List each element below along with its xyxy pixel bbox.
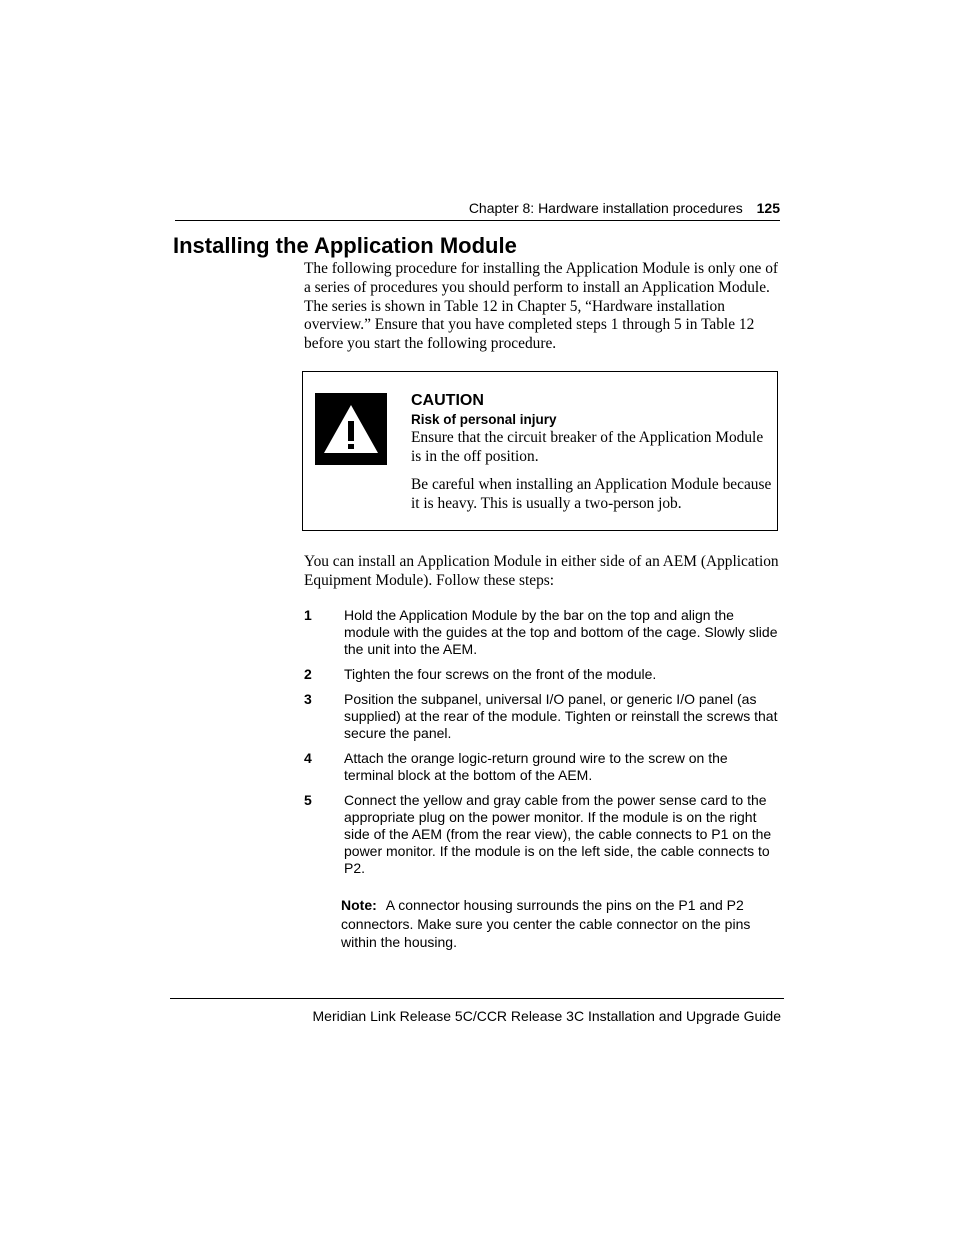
step-item (304, 607, 780, 658)
header-rule (175, 220, 780, 221)
caution-paragraph: Ensure that the circuit breaker of the Application Module is in the off position. (411, 429, 764, 465)
steps-lead-paragraph: You can install an Application Module in either side of an AEM (Application Equipment Module). Follow these steps: (304, 553, 779, 589)
step-number: 2 (304, 666, 312, 682)
caution-text (411, 391, 773, 513)
footer-rule (170, 998, 784, 999)
section-title: Installing the Application Module (173, 233, 517, 258)
warning-exclamation-icon (315, 393, 387, 465)
caution-subtitle: Risk of personal injury (411, 412, 557, 427)
step-text: Tighten the four screws on the front of the module. (344, 666, 657, 682)
note-label: Note: (341, 897, 377, 913)
note (341, 896, 766, 952)
page-number: 125 (756, 200, 780, 216)
step-text: Connect the yellow and gray cable from the power sense card to the appropriate plug on the power monitor. If the module is on the right side of the AEM (from the rear view), the cable connects to P1 on the power monitor. If the module is on the left side, the cable connects to P2. (344, 792, 772, 876)
step-number: 4 (304, 750, 312, 766)
note-text: A connector housing surrounds the pins on the P1 and P2 connectors. Make sure you center the cable connector on the pins within the housing. (341, 897, 751, 950)
step-text: Attach the orange logic-return ground wire to the screw on the terminal block at the bottom of the AEM. (344, 750, 728, 783)
caution-label: CAUTION (411, 392, 484, 409)
step-item (304, 666, 780, 683)
footer-title: Meridian Link Release 5C/CCR Release 3C Installation and Upgrade Guide (312, 1008, 781, 1024)
step-number: 3 (304, 691, 312, 707)
procedure-steps (304, 607, 780, 885)
chapter-title: Chapter 8: Hardware installation procedures (468, 200, 743, 216)
caution-box (302, 371, 778, 531)
caution-paragraph: Be careful when installing an Application Module because it is heavy. This is usually a two-person job. (411, 476, 772, 512)
intro-paragraph: The following procedure for installing the Application Module is only one of a series of procedures you should perform to install an Application Module. The series is shown in Table 12 in Chapter 5, “Hardware installation overview.” Ensure that you have completed steps 1 through 5 in Table 12 before you start the following procedure. (304, 260, 779, 353)
step-number: 1 (304, 607, 312, 623)
running-header (175, 199, 780, 217)
step-text: Position the subpanel, universal I/O panel, or generic I/O panel (as supplied) at the rear of the module. Tighten or reinstall the screws that secure the panel. (344, 691, 778, 741)
step-item (304, 691, 780, 742)
step-text: Hold the Application Module by the bar on the top and align the module with the guides at the top and bottom of the cage. Slowly slide the unit into the AEM. (344, 607, 778, 657)
step-item (304, 750, 780, 784)
step-item (304, 792, 780, 877)
step-number: 5 (304, 792, 312, 808)
